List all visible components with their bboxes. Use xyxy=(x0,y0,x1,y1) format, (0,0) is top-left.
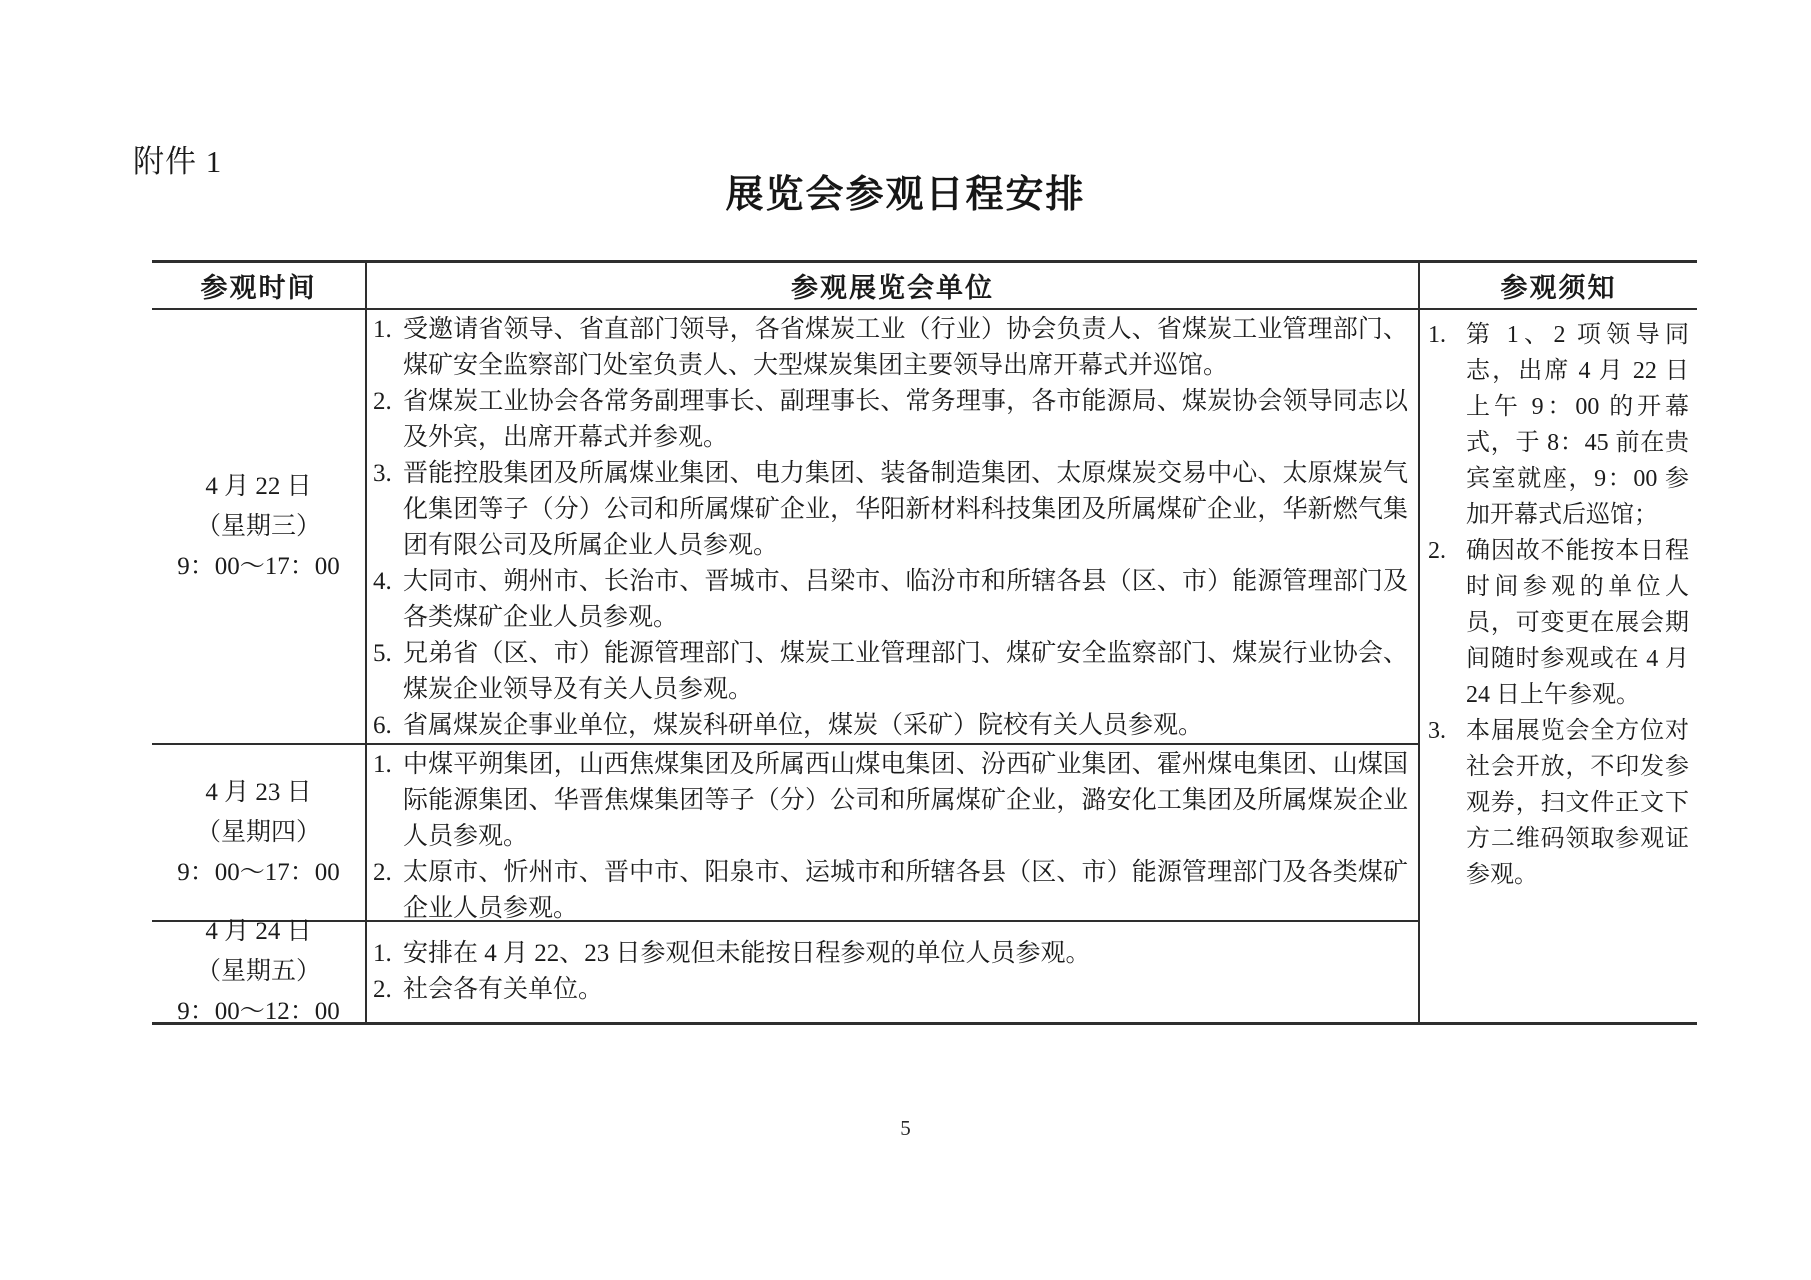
item-number: 1. xyxy=(373,940,392,967)
list-item xyxy=(373,936,1408,972)
note-item xyxy=(1426,533,1689,713)
list-item xyxy=(373,312,1408,384)
list-item xyxy=(373,747,1408,855)
hours-text: 9：00～17：00 xyxy=(177,858,340,886)
column-header-units: 参观展览会单位 xyxy=(367,263,1420,310)
item-text: 安排在 4 月 22、23 日参观但未能按日程参观的单位人员参观。 xyxy=(403,940,1091,967)
item-number: 5. xyxy=(373,640,392,667)
weekday-text: （星期五） xyxy=(195,958,321,985)
time-cell-apr23 xyxy=(152,745,367,922)
item-text: 兄弟省（区、市）能源管理部门、煤炭工业管理部门、煤矿安全监察部门、煤炭行业协会、煤炭企业领导及有关人员参观。 xyxy=(403,640,1408,703)
attachment-label: 附件 1 xyxy=(133,144,223,179)
list-item xyxy=(373,564,1408,636)
item-text: 社会各有关单位。 xyxy=(403,976,604,1003)
note-text: 本届展览会全方位对社会开放，不印发参观券，扫文件正文下方二维码领取参观证参观。 xyxy=(1466,718,1689,888)
schedule-table xyxy=(152,260,1697,1025)
item-number: 1. xyxy=(373,316,392,343)
units-cell-apr23 xyxy=(367,745,1420,922)
units-cell-apr22 xyxy=(367,310,1420,745)
item-number: 1. xyxy=(373,751,392,778)
list-item xyxy=(373,636,1408,708)
note-item xyxy=(1426,317,1689,533)
hours-text: 9：00～17：00 xyxy=(177,552,340,580)
weekday-text: （星期四） xyxy=(195,818,321,846)
page-number: 5 xyxy=(900,1116,911,1140)
note-item xyxy=(1426,713,1689,893)
item-text: 省属煤炭企事业单位，煤炭科研单位，煤炭（采矿）院校有关人员参观。 xyxy=(403,712,1204,739)
page-title: 展览会参观日程安排 xyxy=(725,174,1086,216)
time-cell-apr24 xyxy=(152,918,367,1025)
item-number: 2. xyxy=(373,388,392,415)
item-number: 6. xyxy=(373,712,392,739)
time-cell-apr22 xyxy=(152,310,367,745)
note-number: 1. xyxy=(1428,322,1446,348)
item-number: 2. xyxy=(373,859,392,886)
note-number: 2. xyxy=(1428,538,1446,564)
units-cell-apr24 xyxy=(367,922,1420,1022)
hours-text: 9：00～12：00 xyxy=(177,998,340,1025)
list-item xyxy=(373,384,1408,456)
note-number: 3. xyxy=(1428,718,1446,744)
date-text: 4 月 22 日 xyxy=(205,472,312,500)
date-text: 4 月 23 日 xyxy=(205,778,312,806)
list-item xyxy=(373,855,1408,927)
item-text: 省煤炭工业协会各常务副理事长、副理事长、常务理事，各市能源局、煤炭协会领导同志以及外宾，出席开幕式并参观。 xyxy=(403,388,1408,451)
item-text: 大同市、朔州市、长治市、晋城市、吕梁市、临汾市和所辖各县（区、市）能源管理部门及各类煤矿企业人员参观。 xyxy=(403,568,1408,631)
item-text: 中煤平朔集团，山西焦煤集团及所属西山煤电集团、汾西矿业集团、霍州煤电集团、山煤国际能源集团、华晋焦煤集团等子（分）公司和所属煤矿企业，潞安化工集团及所属煤炭企业人员参观。 xyxy=(403,751,1408,850)
list-item xyxy=(373,456,1408,564)
item-number: 3. xyxy=(373,460,392,487)
list-item xyxy=(373,972,1408,1008)
item-text: 受邀请省领导、省直部门领导，各省煤炭工业（行业）协会负责人、省煤炭工业管理部门、煤矿安全监察部门处室负责人、大型煤炭集团主要领导出席开幕式并巡馆。 xyxy=(403,316,1408,379)
item-number: 4. xyxy=(373,568,392,595)
item-text: 晋能控股集团及所属煤业集团、电力集团、装备制造集团、太原煤炭交易中心、太原煤炭气化集团等子（分）公司和所属煤矿企业，华阳新材料科技集团及所属煤矿企业，华新燃气集团有限公司及所属企业人员参观。 xyxy=(403,460,1408,559)
item-number: 2. xyxy=(373,976,392,1003)
date-text: 4 月 24 日 xyxy=(205,918,312,945)
list-item xyxy=(373,708,1408,744)
column-header-notes: 参观须知 xyxy=(1420,263,1697,310)
note-text: 第 1、2 项领导同志，出席 4 月 22 日上午 9：00 的开幕式，于 8：45 前在贵宾室就座，9：00 参加开幕式后巡馆； xyxy=(1466,322,1689,528)
weekday-text: （星期三） xyxy=(195,512,321,540)
note-text: 确因故不能按本日程时间参观的单位人员，可变更在展会期间随时参观或在 4 月 24 日上午参观。 xyxy=(1466,538,1689,708)
notes-cell xyxy=(1420,310,1697,1022)
item-text: 太原市、忻州市、晋中市、阳泉市、运城市和所辖各县（区、市）能源管理部门及各类煤矿企业人员参观。 xyxy=(403,859,1408,922)
column-header-time: 参观时间 xyxy=(152,263,367,310)
